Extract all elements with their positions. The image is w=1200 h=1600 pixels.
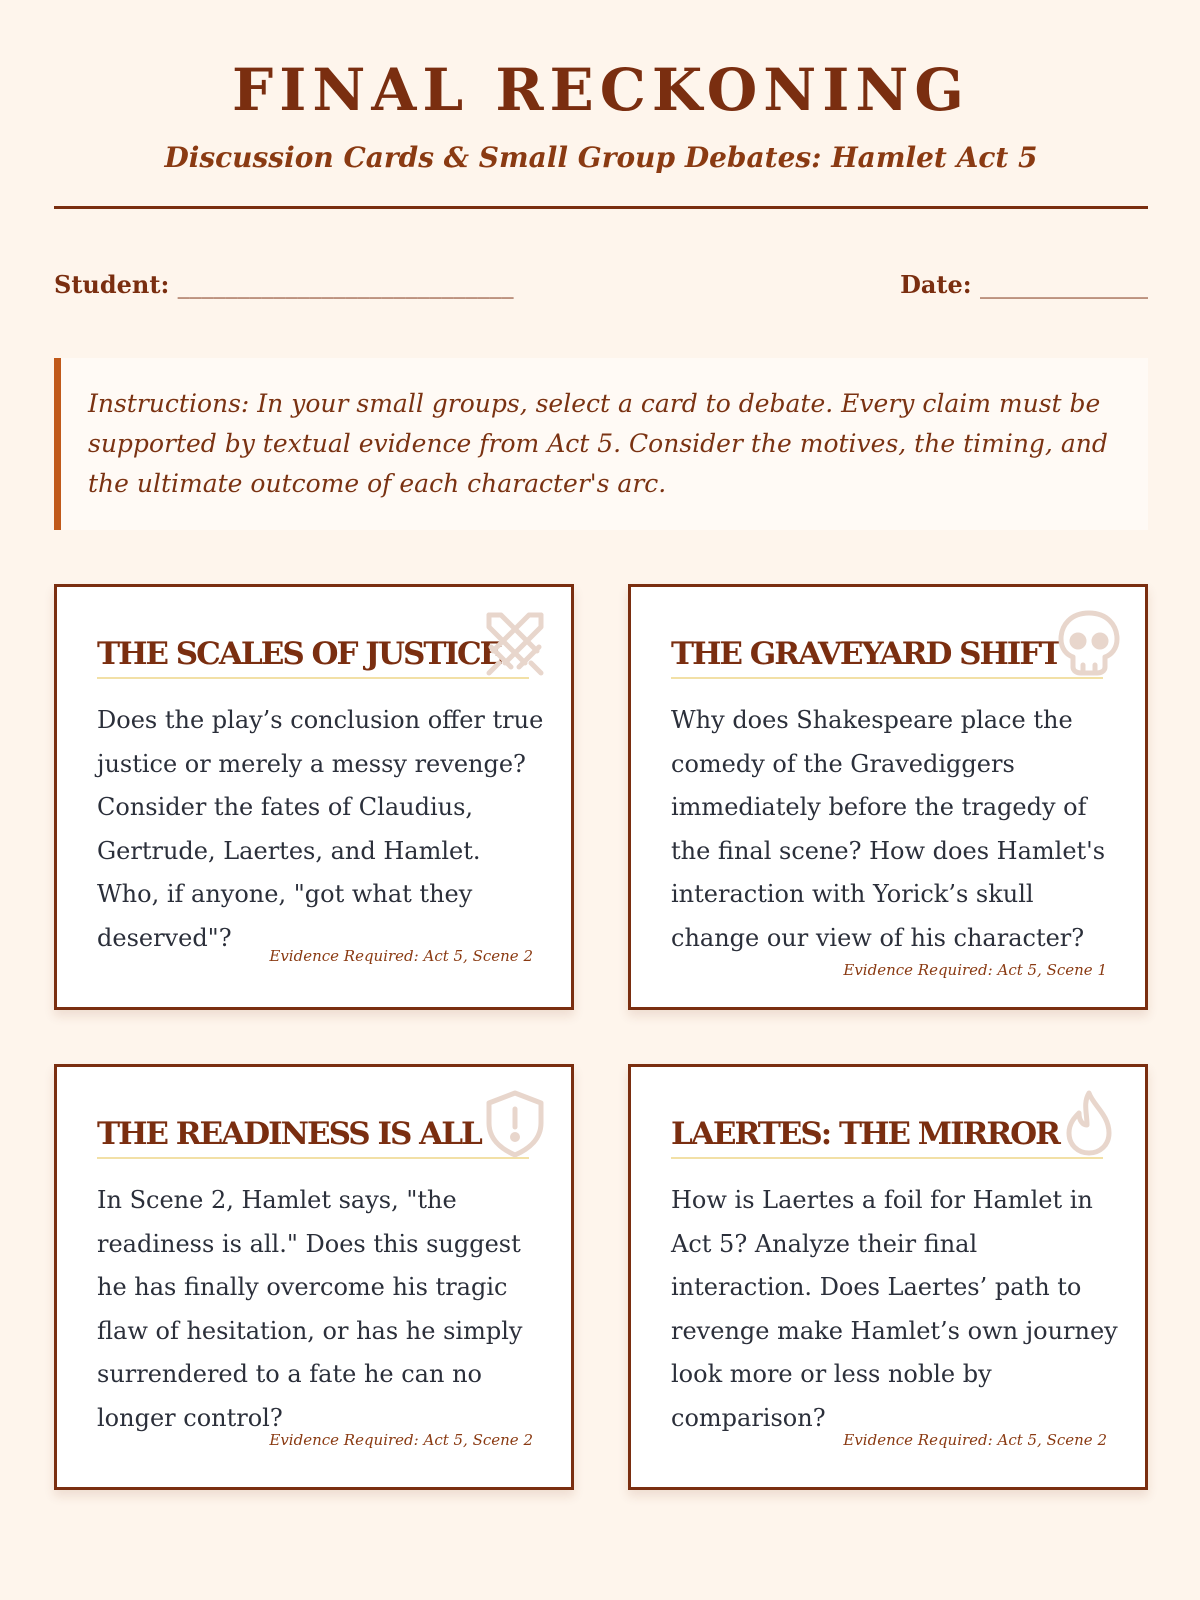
card-evidence: Evidence Required: Act 5, Scene 2 bbox=[269, 1431, 533, 1449]
flame-icon bbox=[1053, 1087, 1125, 1159]
card-evidence: Evidence Required: Act 5, Scene 2 bbox=[269, 947, 533, 965]
card-evidence: Evidence Required: Act 5, Scene 1 bbox=[843, 961, 1107, 979]
card-title: THE SCALES OF JUSTICE bbox=[97, 633, 529, 679]
card-title: LAERTES: THE MIRROR bbox=[671, 1113, 1103, 1159]
card-question: In Scene 2, Hamlet says, "the readiness is all." Does this suggest he has finally overcome his tragic flaw of hesitation, or has he simply surrendered to a fate he can no longer control? bbox=[97, 1186, 523, 1432]
discussion-card-readiness[interactable] bbox=[54, 1064, 574, 1490]
discussion-card-graveyard[interactable] bbox=[628, 584, 1148, 1010]
crossed-swords-icon bbox=[479, 607, 551, 679]
instructions-box: Instructions: In your small groups, select a card to debate. Every claim must be supported by textual evidence from Act 5. Consider the motives, the timing, and the ultimate outcome of each character's arc. bbox=[54, 358, 1148, 530]
student-label: Student: bbox=[54, 270, 170, 299]
card-question: Why does Shakespeare place the comedy of the Gravediggers immediately before the tragedy of the final scene? How does Hamlet's interaction with Yorick’s skull change our view of his character? bbox=[671, 706, 1106, 952]
discussion-card-justice[interactable] bbox=[54, 584, 574, 1010]
page-title: FINAL RECKONING bbox=[232, 56, 970, 124]
worksheet-page bbox=[54, 0, 1148, 1600]
card-question: Does the play’s conclusion offer true justice or merely a messy revenge? Consider the fates of Claudius, Gertrude, Laertes, and Hamlet. Who, if anyone, "got what they deserved"? bbox=[97, 706, 544, 952]
discussion-card-laertes[interactable] bbox=[628, 1064, 1148, 1490]
skull-icon bbox=[1053, 607, 1125, 679]
header-divider bbox=[54, 206, 1148, 209]
date-blank[interactable]: ______________ bbox=[980, 271, 1148, 299]
page-subtitle: Discussion Cards & Small Group Debates: Hamlet Act 5 bbox=[164, 141, 1038, 174]
shield-alert-icon bbox=[479, 1087, 551, 1159]
card-title: THE GRAVEYARD SHIFT bbox=[671, 633, 1103, 679]
date-label: Date: bbox=[900, 270, 972, 299]
card-question: How is Laertes a foil for Hamlet in Act 5? Analyze their final interaction. Does Laertes’ path to revenge make Hamlet’s own journey look more or less noble by comparison? bbox=[671, 1186, 1118, 1432]
date-field[interactable] bbox=[900, 268, 1148, 302]
card-evidence: Evidence Required: Act 5, Scene 2 bbox=[843, 1431, 1107, 1449]
card-title: THE READINESS IS ALL bbox=[97, 1113, 529, 1159]
student-field[interactable] bbox=[54, 268, 514, 302]
student-blank[interactable]: ____________________________ bbox=[177, 271, 514, 299]
